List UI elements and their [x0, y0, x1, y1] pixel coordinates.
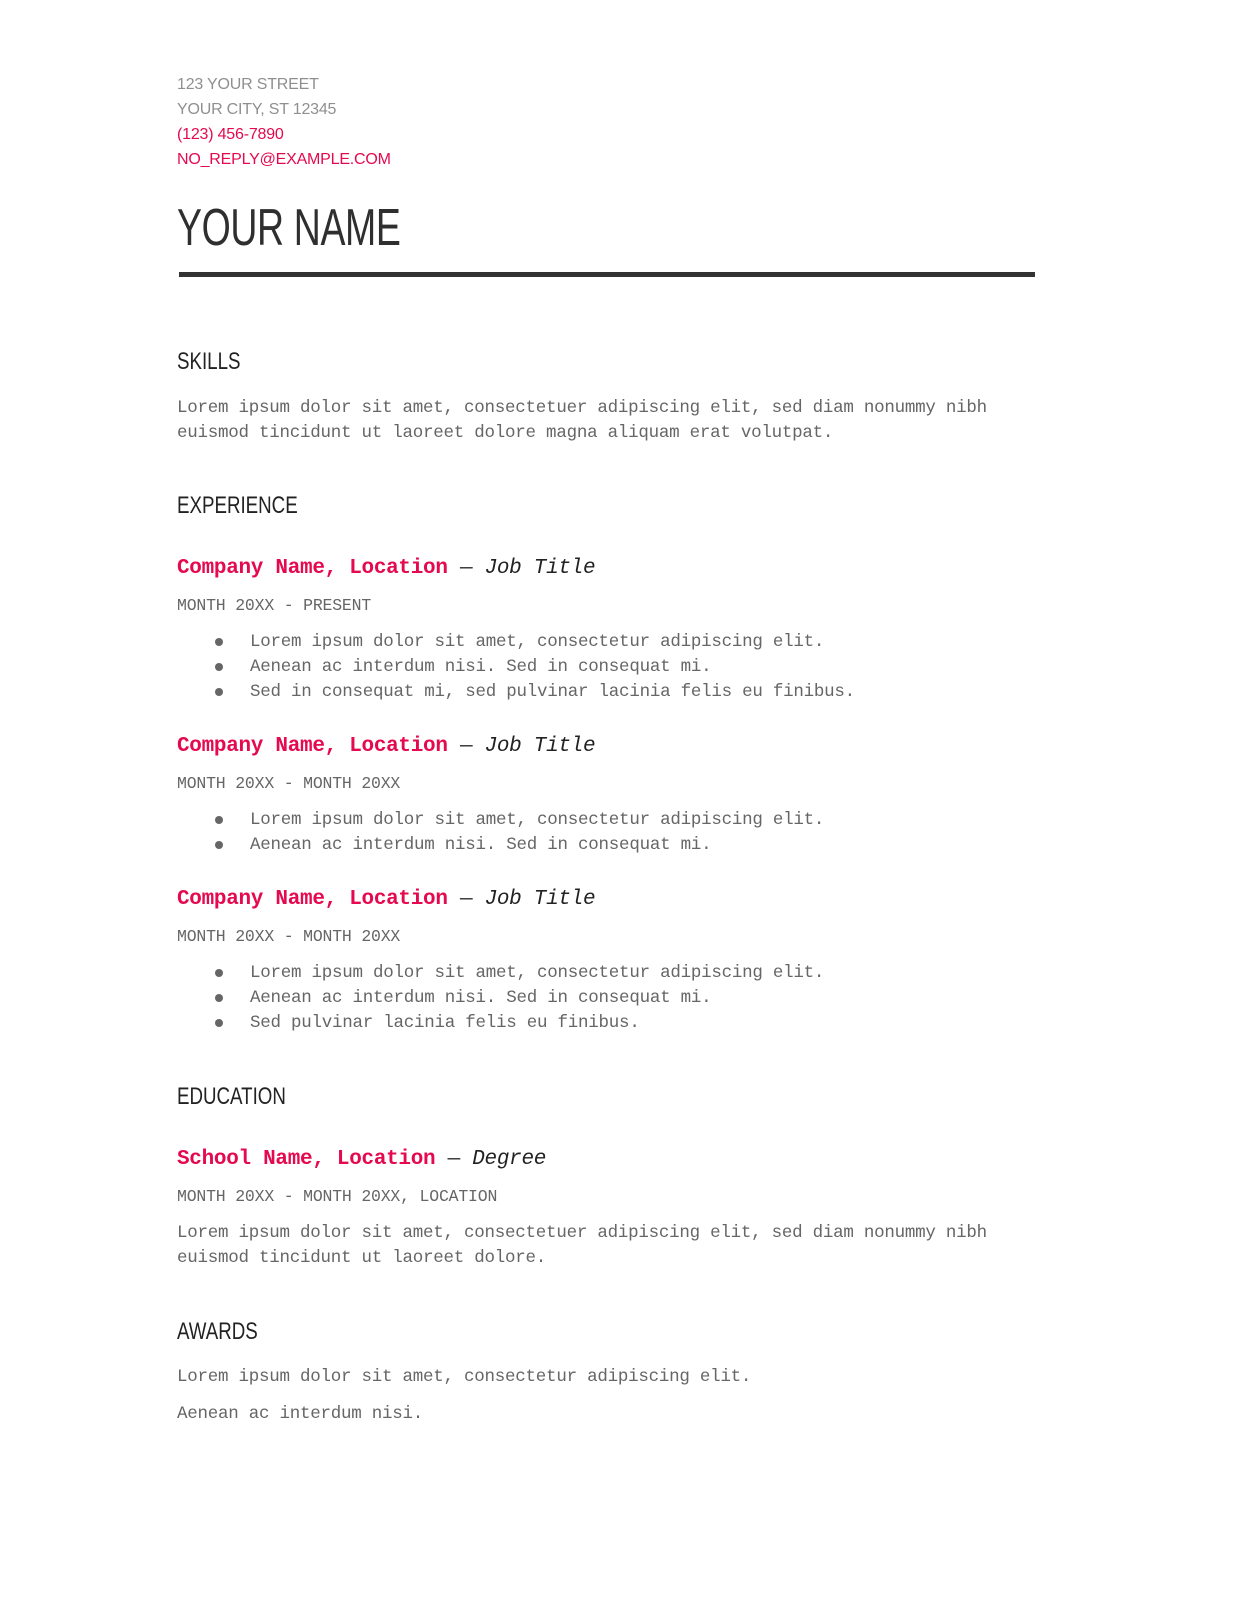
job-company: Company Name, Location [177, 735, 448, 758]
school-name: School Name, Location [177, 1148, 436, 1171]
page-title: YOUR NAME [177, 199, 401, 257]
contact-street: 123 YOUR STREET [177, 76, 319, 93]
bullet-icon [215, 969, 223, 977]
job-dates: MONTH 20XX - MONTH 20XX [177, 927, 401, 946]
job-dash: — [447, 888, 485, 911]
list-item [177, 655, 855, 680]
education-dates: MONTH 20XX - MONTH 20XX, LOCATION [177, 1187, 498, 1206]
skills-text [177, 396, 987, 446]
job-title: Job Title [484, 735, 596, 758]
awards-line: Aenean ac interdum nisi. [177, 1404, 424, 1424]
list-item [177, 961, 824, 986]
section-title-experience: EXPERIENCE [177, 492, 298, 519]
job-heading [177, 735, 595, 758]
bullet-icon [215, 816, 223, 824]
job-title: Job Title [484, 557, 596, 580]
section-title-education: EDUCATION [177, 1083, 286, 1110]
contact-city: YOUR CITY, ST 12345 [177, 101, 337, 118]
bullet-text: Lorem ipsum dolor sit amet, consectetur adipiscing elit. [250, 963, 825, 983]
job-dates: MONTH 20XX - MONTH 20XX [177, 774, 401, 793]
education-text [177, 1221, 987, 1271]
skills-line: Lorem ipsum dolor sit amet, consectetuer adipiscing elit, sed diam nonummy nibh [177, 398, 987, 418]
list-item [177, 986, 824, 1011]
education-heading [177, 1148, 546, 1171]
bullet-icon [215, 638, 223, 646]
list-item [177, 630, 855, 655]
job-dash: — [447, 557, 485, 580]
job-company: Company Name, Location [177, 557, 448, 580]
job-title: Job Title [484, 888, 596, 911]
education-dash: — [435, 1148, 473, 1171]
section-title-skills: SKILLS [177, 348, 241, 375]
contact-email[interactable]: NO_REPLY@EXAMPLE.COM [177, 151, 391, 168]
job-dates: MONTH 20XX - PRESENT [177, 596, 372, 615]
section-title-awards: AWARDS [177, 1318, 258, 1345]
bullet-text: Sed pulvinar lacinia felis eu finibus. [250, 1013, 640, 1033]
job-heading [177, 888, 595, 911]
bullet-icon [215, 1019, 223, 1027]
bullet-text: Lorem ipsum dolor sit amet, consectetur adipiscing elit. [250, 632, 825, 652]
degree: Degree [472, 1148, 547, 1171]
bullet-text: Aenean ac interdum nisi. Sed in consequat mi. [250, 657, 712, 677]
job-bullets [177, 808, 824, 858]
bullet-icon [215, 688, 223, 696]
bullet-icon [215, 994, 223, 1002]
job-bullets [177, 630, 855, 705]
awards-line: Lorem ipsum dolor sit amet, consectetur adipiscing elit. [177, 1367, 752, 1387]
bullet-text: Aenean ac interdum nisi. Sed in consequat mi. [250, 835, 712, 855]
list-item [177, 808, 824, 833]
job-dash: — [447, 735, 485, 758]
bullet-text: Sed in consequat mi, sed pulvinar lacinia felis eu finibus. [250, 682, 855, 702]
bullet-icon [215, 663, 223, 671]
list-item [177, 1011, 824, 1036]
job-bullets [177, 961, 824, 1036]
education-line: euismod tincidunt ut laoreet dolore. [177, 1248, 547, 1268]
job-heading [177, 557, 595, 580]
education-line: Lorem ipsum dolor sit amet, consectetuer adipiscing elit, sed diam nonummy nibh [177, 1223, 987, 1243]
contact-block [177, 72, 391, 172]
job-company: Company Name, Location [177, 888, 448, 911]
bullet-text: Lorem ipsum dolor sit amet, consectetur adipiscing elit. [250, 810, 825, 830]
contact-phone[interactable]: (123) 456-7890 [177, 126, 284, 143]
list-item [177, 833, 824, 858]
bullet-icon [215, 841, 223, 849]
list-item [177, 680, 855, 705]
header-divider [179, 272, 1035, 277]
bullet-text: Aenean ac interdum nisi. Sed in consequat mi. [250, 988, 712, 1008]
skills-line: euismod tincidunt ut laoreet dolore magna aliquam erat volutpat. [177, 423, 834, 443]
